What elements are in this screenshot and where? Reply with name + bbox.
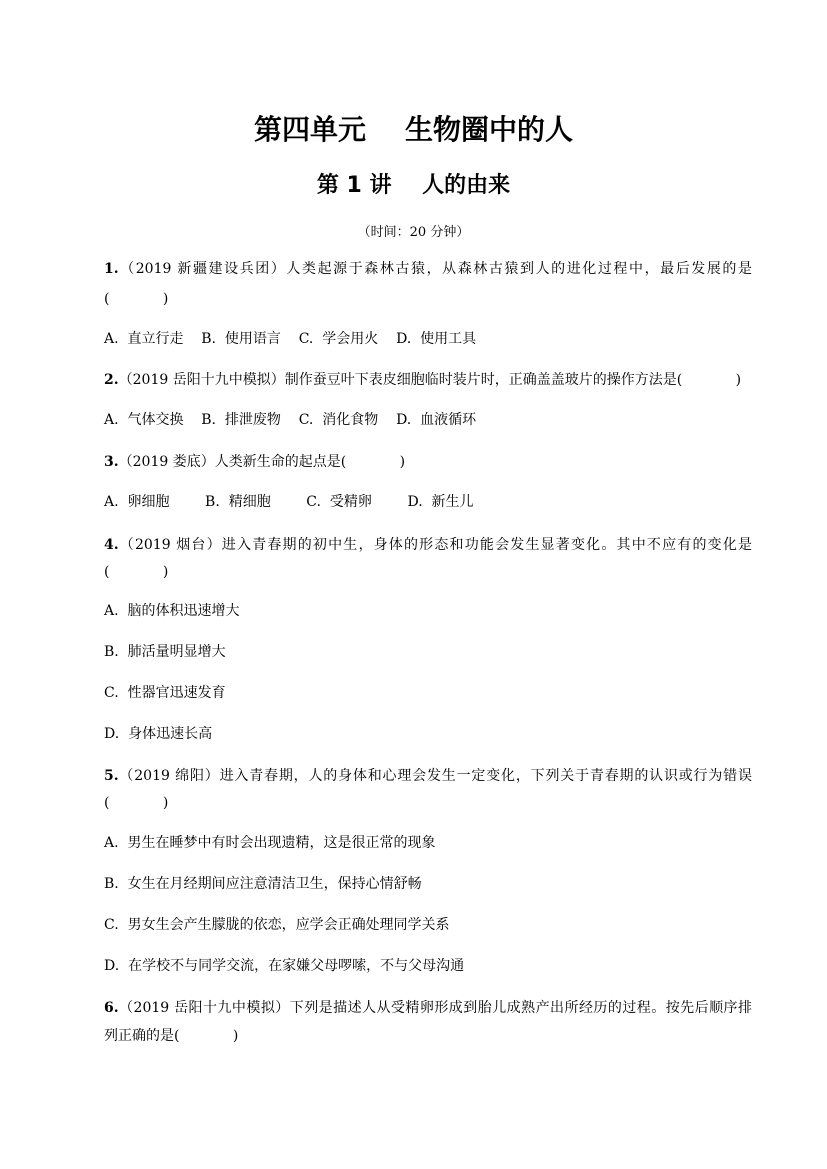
question-4-option-b: B. 肺活量明显增大 [104,644,226,660]
unit-title: 第四单元 生物圈中的人 [254,113,573,146]
question-1-text: （2019 新疆建设兵团）人类起源于森林古猿，从森林古猿到人的进化过程中，最后发展的是 [118,261,752,277]
question-5-stem [104,766,752,786]
question-1-options: A. 直立行走 B. 使用语言 C. 学会用火 D. 使用工具 [104,331,477,347]
question-1-number: 1. [104,261,119,277]
question-4-option-d: D. 身体迅速长高 [104,726,213,742]
question-3-options: A. 卵细胞 B. 精细胞 C. 受精卵 D. 新生儿 [104,494,474,510]
question-5-option-c: C. 男女生会产生朦胧的依恋，应学会正确处理同学关系 [104,917,450,933]
question-1-stem [104,259,752,279]
question-4-option-c: C. 性器官迅速发育 [104,685,226,701]
question-2-number: 2. [104,372,119,388]
question-6-text: （2019 岳阳十九中模拟）下列是描述人从受精卵形成到胎儿成熟产出所经历的过程。按先后顺序排 [118,1000,752,1016]
question-1-answer-blank: ( ) [104,291,169,307]
question-6-stem-continued: 列正确的是( ) [104,1028,239,1044]
question-5-option-d: D. 在学校不与同学交流，在家嫌父母啰嗦，不与父母沟通 [104,958,465,974]
lesson-title: 第 1 讲 人的由来 [316,173,511,198]
question-5-number: 5. [104,768,119,784]
question-2-options: A. 气体交换 B. 排泄废物 C. 消化食物 D. 血液循环 [104,412,477,428]
question-4-option-a: A. 脑的体积迅速增大 [104,603,240,619]
question-3-text: （2019 娄底）人类新生命的起点是( ) [118,454,406,470]
question-2-text: （2019 岳阳十九中模拟）制作蚕豆叶下表皮细胞临时装片时，正确盖盖玻片的操作方法是( ) [118,372,742,388]
question-6-stem [104,998,752,1018]
question-3-number: 3. [104,454,119,470]
question-3-stem [104,452,752,472]
question-5-text: （2019 绵阳）进入青春期，人的身体和心理会发生一定变化，下列关于青春期的认识或行为错误 [118,768,752,784]
question-5-answer-blank: ( ) [104,795,169,811]
question-4-text: （2019 烟台）进入青春期的初中生，身体的形态和功能会发生显著变化。其中不应有的变化是 [118,537,752,553]
question-4-number: 4. [104,537,119,553]
question-5-option-b: B. 女生在月经期间应注意清洁卫生，保持心情舒畅 [104,876,422,892]
time-note: （时间：20 分钟） [357,225,470,240]
question-2-stem [104,370,752,390]
question-5-option-a: A. 男生在睡梦中有时会出现遗精，这是很正常的现象 [104,835,436,851]
question-4-answer-blank: ( ) [104,564,169,580]
question-4-stem [104,535,752,555]
question-6-number: 6. [104,1000,119,1016]
